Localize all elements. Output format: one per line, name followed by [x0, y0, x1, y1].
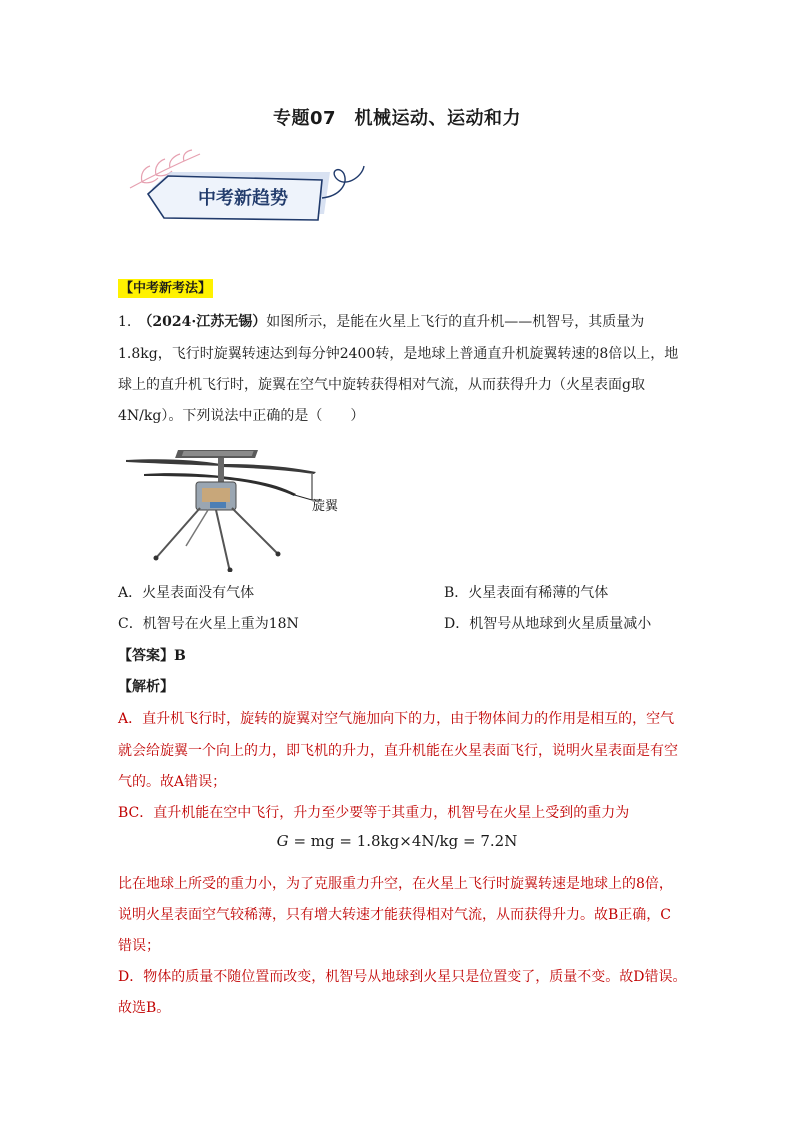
explanation-bc-line-3: 说明火星表面空气较稀薄，只有增大转速才能获得相对气流，从而获得升力。故B正确，C — [118, 907, 671, 923]
question-line-2: 1.8kg，飞行时旋翼转速达到每分钟2400转，是地球上普通直升机旋翼转速的8倍以上，地 — [118, 346, 679, 362]
analysis-label: 【解析】 — [118, 679, 174, 695]
formula-expression: = mg = 1.8kg×4N/kg = 7.2N — [293, 832, 518, 850]
explanation-bc-line-2: 比在地球上所受的重力小，为了克服重力升空，在火星上飞行时旋翼转速是地球上的8倍， — [118, 876, 673, 892]
explanation-conclusion: 故选B。 — [118, 1000, 171, 1016]
option-b: B．火星表面有稀薄的气体 — [444, 585, 609, 601]
question-text-1: 如图所示，是能在火星上飞行的直升机——机智号，其质量为 — [266, 314, 645, 330]
question-line-1 — [118, 311, 644, 331]
explanation-bc-line-4: 错误； — [118, 938, 160, 954]
question-source: （2024·江苏无锡） — [138, 314, 267, 330]
option-a: A．火星表面没有气体 — [118, 585, 255, 601]
option-d: D．机智号从地球到火星质量减小 — [444, 616, 652, 632]
gravity-formula — [0, 832, 794, 850]
explanation-a-line-2: 就会给旋翼一个向上的力，即飞机的升力，直升机能在火星表面飞行，说明火星表面是有空 — [118, 743, 678, 759]
answer-label: 【答案】B — [118, 648, 186, 664]
page-title: 专题07 机械运动、运动和力 — [272, 108, 522, 129]
banner-label: 中考新趋势 — [198, 188, 288, 209]
explanation-a-line-3: 气的。故A错误； — [118, 774, 227, 790]
question-number: 1. — [118, 314, 132, 330]
section-tag: 【中考新考法】 — [120, 281, 212, 296]
explanation-a-line-1: A．直升机飞行时，旋转的旋翼对空气施加向下的力，由于物体间力的作用是相互的，空气 — [118, 711, 675, 727]
question-line-3: 球上的直升机飞行时，旋翼在空气中旋转获得相对气流，从而获得升力（火星表面g取 — [118, 377, 645, 393]
explanation-d-line-1: D．物体的质量不随位置而改变，机智号从地球到火星只是位置变了，质量不变。故D错误。 — [118, 969, 687, 985]
formula-variable: G — [276, 832, 289, 850]
explanation-bc-line-1: BC．直升机能在空中飞行，升力至少要等于其重力，机智号在火星上受到的重力为 — [118, 805, 630, 821]
option-c: C．机智号在火星上重为18N — [118, 616, 299, 632]
figure-label: 旋翼 — [312, 499, 339, 514]
question-line-4: 4N/kg）。下列说法中正确的是（ ） — [118, 408, 365, 424]
